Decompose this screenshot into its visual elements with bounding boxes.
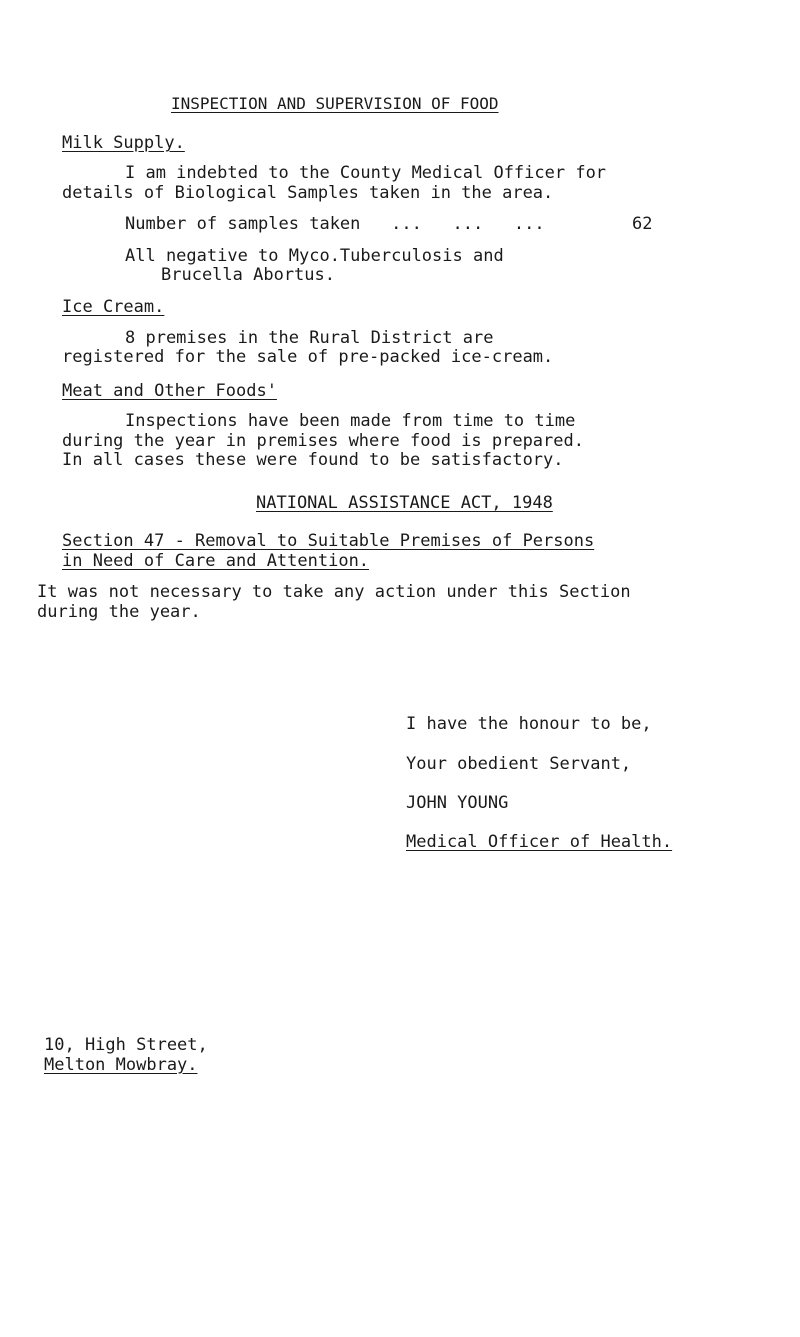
closing-line-1: I have the honour to be, (406, 714, 652, 734)
samples-value: 62 (632, 214, 653, 234)
ice-cream-line-2: registered for the sale of pre-packed ice-cream. (62, 347, 554, 367)
meat-line-1: Inspections have been made from time to time (125, 411, 576, 431)
address-line-1: 10, High Street, (44, 1035, 208, 1055)
negative-line-2: Brucella Abortus. (161, 265, 335, 285)
address-line-2: Melton Mowbray. (44, 1055, 198, 1075)
milk-paragraph-line-2: details of Biological Samples taken in the area. (62, 183, 554, 203)
meat-heading: Meat and Other Foods' (62, 381, 277, 401)
samples-label: Number of samples taken ... ... ... (125, 214, 545, 234)
milk-paragraph-line-1: I am indebted to the County Medical Officer for (125, 163, 607, 183)
signatory-role: Medical Officer of Health. (406, 832, 673, 852)
signatory-name: JOHN YOUNG (406, 793, 509, 813)
milk-supply-heading: Milk Supply. (62, 133, 185, 153)
national-assistance-line-2: during the year. (37, 602, 201, 622)
negative-line-1: All negative to Myco.Tuberculosis and (125, 246, 504, 266)
closing-line-2: Your obedient Servant, (406, 754, 632, 774)
page-title: INSPECTION AND SUPERVISION OF FOOD (171, 94, 499, 113)
ice-cream-line-1: 8 premises in the Rural District are (125, 328, 494, 348)
section-47-line-2: in Need of Care and Attention. (62, 551, 370, 571)
section-47-line-1: Section 47 - Removal to Suitable Premises of Persons (62, 531, 595, 551)
ice-cream-heading: Ice Cream. (62, 297, 165, 317)
meat-line-3: In all cases these were found to be satisfactory. (62, 450, 564, 470)
meat-line-2: during the year in premises where food is prepared. (62, 431, 584, 451)
national-assistance-line-1: It was not necessary to take any action under this Section (37, 582, 631, 602)
national-assistance-title: NATIONAL ASSISTANCE ACT, 1948 (256, 493, 553, 513)
